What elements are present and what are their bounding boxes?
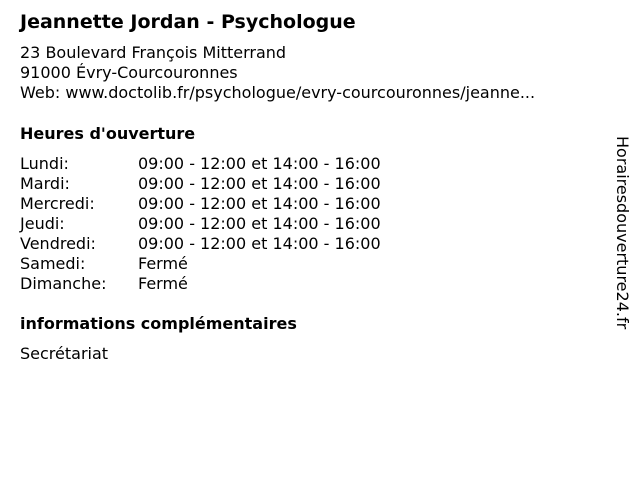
day-label: Mercredi: <box>20 194 95 213</box>
website-link[interactable]: Web: www.doctolib.fr/psychologue/evry-courcouronnes/jeanne... <box>20 83 536 102</box>
day-hours: Fermé <box>138 274 188 293</box>
address-street: 23 Boulevard François Mitterrand <box>20 43 287 62</box>
day-hours: 09:00 - 12:00 et 14:00 - 16:00 <box>138 214 381 233</box>
site-watermark: Horairesdouverture24.fr <box>613 136 632 330</box>
address-block <box>20 43 535 103</box>
day-hours: Fermé <box>138 254 188 273</box>
additional-info-text: Secrétariat <box>20 344 109 363</box>
day-label: Vendredi: <box>20 234 96 253</box>
hours-row-tuesday <box>20 174 381 194</box>
hours-row-saturday <box>20 254 381 274</box>
page-title: Jeannette Jordan - Psychologue <box>20 11 356 33</box>
day-hours: 09:00 - 12:00 et 14:00 - 16:00 <box>138 194 381 213</box>
additional-info-heading: informations complémentaires <box>20 314 297 333</box>
hours-row-thursday <box>20 214 381 234</box>
day-hours: 09:00 - 12:00 et 14:00 - 16:00 <box>138 154 381 173</box>
day-hours: 09:00 - 12:00 et 14:00 - 16:00 <box>138 174 381 193</box>
day-label: Jeudi: <box>20 214 65 233</box>
opening-hours-table <box>20 154 381 294</box>
address-city: 91000 Évry-Courcouronnes <box>20 63 238 82</box>
day-hours: 09:00 - 12:00 et 14:00 - 16:00 <box>138 234 381 253</box>
hours-row-friday <box>20 234 381 254</box>
opening-hours-heading: Heures d'ouverture <box>20 124 196 143</box>
hours-row-wednesday <box>20 194 381 214</box>
day-label: Lundi: <box>20 154 69 173</box>
day-label: Samedi: <box>20 254 86 273</box>
hours-row-sunday <box>20 274 381 294</box>
hours-row-monday <box>20 154 381 174</box>
day-label: Dimanche: <box>20 274 107 293</box>
day-label: Mardi: <box>20 174 70 193</box>
